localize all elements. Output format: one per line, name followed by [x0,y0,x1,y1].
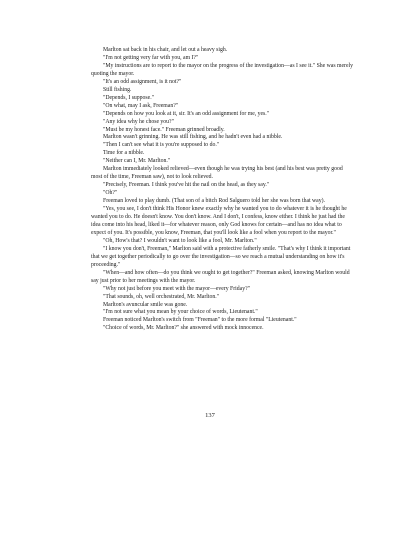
paragraph: "It's an odd assignment, is it not?" [103,78,182,85]
paragraph: Marlton's avuncular smile was gone. [103,301,188,308]
paragraph: "I know you don't, Freeman," Marlton said with a protective fatherly smile. "That's why I think it important that we get together periodically to go over the investigation—so we reach a mutual understanding on how it's proceeding." [91,245,351,268]
paragraph: "Why not just before you meet with the mayor—every Friday?" [103,285,250,292]
paragraph: Time for a nibble. [103,150,145,157]
paragraph: "Choice of words, Mr. Marlton?" she answered with mock innocence. [103,325,264,332]
paragraph: "My instructions are to report to the mayor on the progress of the investigation—as I see it." She was merely quoting the mayor. [91,62,353,77]
paragraph: Still fishing. [103,86,132,93]
paragraph: "Precisely, Freeman. I think you've hit the nail on the head, as they say." [103,182,270,189]
paragraph: "Oh?" [103,190,118,197]
paragraph: "That sounds, oh, well orchestrated, Mr. Marlton." [103,293,219,300]
paragraph: Marlton wasn't grinning. He was still fishing, and he hadn't even had a nibble. [103,134,283,141]
paragraph: Marlton sat back in his chair, and let out a heavy sigh. [103,47,228,53]
paragraph: "Neither can I, Mr. Marlton." [103,158,171,165]
paragraph: Marlton immediately looked relieved—even though he was trying his best (and his best was pretty good most of the time, Freeman saw), not to look relieved. [91,166,343,181]
paragraph: "When—and how often—do you think we ought to get together?" Freeman asked, knowing Marlton would say just prior to her meetings with the mayor. [91,269,350,284]
body-text [91,47,354,333]
paragraph: "Oh, How's that? I wouldn't want to look like a fool, Mr. Marlton." [103,237,257,244]
paragraph: "Yes, you see, I don't think His Honor knew exactly why he wanted you to do whatever it is he thought he wanted you to do. He doesn't know. You don't know. And I don't, I confess, know either. I think he just had the idea come into his head, liked it—for whatever reason, only God knows for certain—and has no idea what to expect of you. It's possible, you know, Freeman, that you'll look like a fool when you report to the mayor." [91,206,347,236]
paragraph: "Then I can't see what it is you're supposed to do." [103,142,220,149]
paragraph: "Must be my honest face." Freeman grinned broadly. [103,126,225,133]
paragraph: "I'm not sure what you mean by your choice of words, Lieutenant." [103,309,258,316]
page-number: 137 [205,412,215,419]
paragraph: Freeman noticed Marlton's switch from "Freeman" to the more formal "Lieutenant." [103,317,297,324]
paragraph: "Depends, I suppose." [103,94,155,101]
paragraph: "Depends on how you look at it, sir. It's an odd assignment for me, yes." [103,110,270,117]
paragraph: "I'm not getting very far with you, am I?" [103,54,199,61]
paragraph: Freeman loved to play dumb. (That son of a bitch Rod Salguero told her she was born that way). [103,198,325,205]
paragraph: "Any idea why he chose you?" [103,118,174,125]
paragraph: "On what, may I ask, Freeman?" [103,102,179,109]
